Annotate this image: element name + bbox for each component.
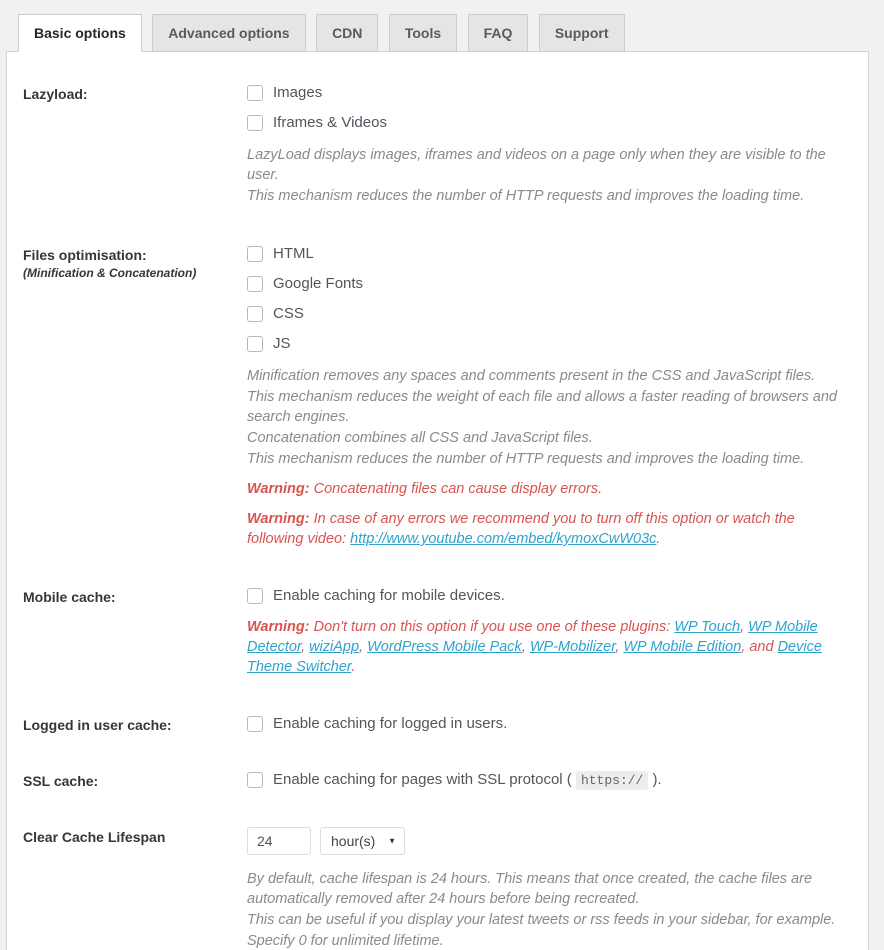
warning-separator: , and: [741, 639, 778, 655]
mobile-cache-checkbox[interactable]: [247, 588, 263, 604]
logged-in-user-cache-option-label[interactable]: Enable caching for logged in users.: [273, 715, 508, 732]
setting-row-lazyload: [23, 84, 848, 207]
tab-basic-options[interactable]: Basic options: [18, 14, 142, 52]
lifespan-description-line3: Specify 0 for unlimited lifetime.: [247, 933, 444, 949]
mobile-cache-option[interactable]: [247, 587, 839, 604]
ssl-cache-option-label[interactable]: [273, 771, 662, 788]
files-js-option[interactable]: [247, 335, 839, 352]
settings-tabbar: [0, 0, 884, 51]
files-html-checkbox[interactable]: [247, 246, 263, 262]
lazyload-images-checkbox[interactable]: [247, 85, 263, 101]
logged-in-user-cache-label: Logged in user cache:: [23, 717, 172, 733]
cache-lifespan-unit-select-wrap: [320, 827, 405, 855]
files-description-line4: This mechanism reduces the number of HTTP requests and improves the loading time.: [247, 451, 805, 467]
plugin-link-wordpress-mobile-pack[interactable]: WordPress Mobile Pack: [367, 639, 522, 655]
ssl-cache-checkbox[interactable]: [247, 772, 263, 788]
chevron-down-icon: ▼: [388, 836, 396, 846]
warning-separator: ,: [521, 639, 530, 655]
warning-text: Concatenating files can cause display errors.: [309, 481, 603, 497]
logged-in-user-cache-option[interactable]: [247, 715, 839, 732]
warning-separator: ,: [740, 619, 749, 635]
lifespan-description-line1: By default, cache lifespan is 24 hours. This means that once created, the cache files are automatically removed after 24 hours before being recreated.: [247, 871, 813, 907]
files-css-label[interactable]: CSS: [273, 305, 304, 322]
warning-prefix: Warning:: [247, 511, 310, 527]
cache-lifespan-label: Clear Cache Lifespan: [23, 829, 166, 845]
lazyload-description-line2: This mechanism reduces the number of HTTP requests and improves the loading time.: [247, 188, 805, 204]
files-description-line2: This mechanism reduces the weight of each file and allows a faster reading of browsers and search engines.: [247, 389, 837, 425]
mobile-cache-warning: [247, 617, 839, 677]
files-google-fonts-label[interactable]: Google Fonts: [273, 275, 364, 292]
lifespan-description-line2: This can be useful if you display your latest tweets or rss feeds in your sidebar, for example.: [247, 912, 836, 928]
warning-separator: ,: [615, 639, 624, 655]
warning-text: Don't turn on this option if you use one of these plugins:: [309, 619, 675, 635]
lazyload-iframes-checkbox[interactable]: [247, 115, 263, 131]
ssl-option-text-after: ).: [648, 771, 662, 788]
lazyload-iframes-label[interactable]: Iframes & Videos: [273, 114, 387, 131]
warning-prefix: Warning:: [247, 481, 310, 497]
plugin-link-device-theme-switcher[interactable]: Device Theme Switcher: [247, 639, 822, 675]
warning-separator: ,: [301, 639, 310, 655]
https-protocol-code: https://: [576, 771, 648, 790]
warning-separator: ,: [359, 639, 368, 655]
lazyload-images-label[interactable]: Images: [273, 84, 323, 101]
files-warning-1: [247, 479, 839, 499]
logged-in-user-cache-checkbox[interactable]: [247, 716, 263, 732]
tab-faq[interactable]: FAQ: [468, 14, 529, 52]
files-css-checkbox[interactable]: [247, 306, 263, 322]
plugin-link-wp-mobile-edition[interactable]: WP Mobile Edition: [623, 639, 742, 655]
plugin-link-wp-touch[interactable]: WP Touch: [674, 619, 741, 635]
lazyload-description-line1: LazyLoad displays images, iframes and videos on a page only when they are visible to the user.: [247, 147, 826, 183]
files-html-option[interactable]: [247, 245, 839, 262]
tab-support[interactable]: Support: [539, 14, 625, 52]
files-js-checkbox[interactable]: [247, 336, 263, 352]
warning-prefix: Warning:: [247, 619, 310, 635]
cache-lifespan-value-input[interactable]: [247, 827, 311, 855]
lazyload-images-option[interactable]: [247, 84, 839, 101]
setting-row-cache-lifespan: [23, 827, 848, 950]
files-js-label[interactable]: JS: [273, 335, 291, 352]
files-css-option[interactable]: [247, 305, 839, 322]
lazyload-iframes-option[interactable]: [247, 114, 839, 131]
files-warning-2: [247, 509, 839, 549]
tab-tools[interactable]: Tools: [389, 14, 457, 52]
files-html-label[interactable]: HTML: [273, 245, 314, 262]
setting-row-ssl-cache: [23, 771, 848, 789]
files-optimisation-label: Files optimisation:: [23, 247, 147, 263]
cache-lifespan-unit-select[interactable]: [320, 827, 405, 855]
basic-options-panel: [6, 51, 869, 950]
warning-suffix: .: [351, 659, 356, 675]
youtube-video-link[interactable]: http://www.youtube.com/embed/kymoxCwW03c: [350, 531, 657, 547]
mobile-cache-label: Mobile cache:: [23, 589, 116, 605]
ssl-option-text-before: Enable caching for pages with SSL protocol (: [273, 771, 576, 788]
setting-row-files-optimisation: [23, 245, 848, 549]
files-optimisation-sublabel: (Minification & Concatenation): [23, 266, 197, 280]
files-google-fonts-option[interactable]: [247, 275, 839, 292]
lazyload-label: Lazyload:: [23, 86, 88, 102]
files-description-line1: Minification removes any spaces and comments present in the CSS and JavaScript files.: [247, 368, 816, 384]
files-description-line3: Concatenation combines all CSS and JavaScript files.: [247, 430, 593, 446]
warning-text: In case of any errors we recommend you to turn off this option or watch the following video:: [247, 511, 795, 547]
plugin-link-wp-mobile-detector[interactable]: WP Mobile Detector: [247, 619, 818, 655]
warning-suffix: .: [656, 531, 661, 547]
tab-cdn[interactable]: CDN: [316, 14, 378, 52]
plugin-link-wiziapp[interactable]: wiziApp: [309, 639, 360, 655]
plugin-link-wp-mobilizer[interactable]: WP-Mobilizer: [529, 639, 616, 655]
ssl-cache-label: SSL cache:: [23, 773, 99, 789]
setting-row-mobile-cache: [23, 587, 848, 677]
setting-row-logged-in-user-cache: [23, 715, 848, 733]
tab-advanced-options[interactable]: Advanced options: [152, 14, 305, 52]
ssl-cache-option[interactable]: [247, 771, 839, 788]
mobile-cache-option-label[interactable]: Enable caching for mobile devices.: [273, 587, 505, 604]
files-google-fonts-checkbox[interactable]: [247, 276, 263, 292]
